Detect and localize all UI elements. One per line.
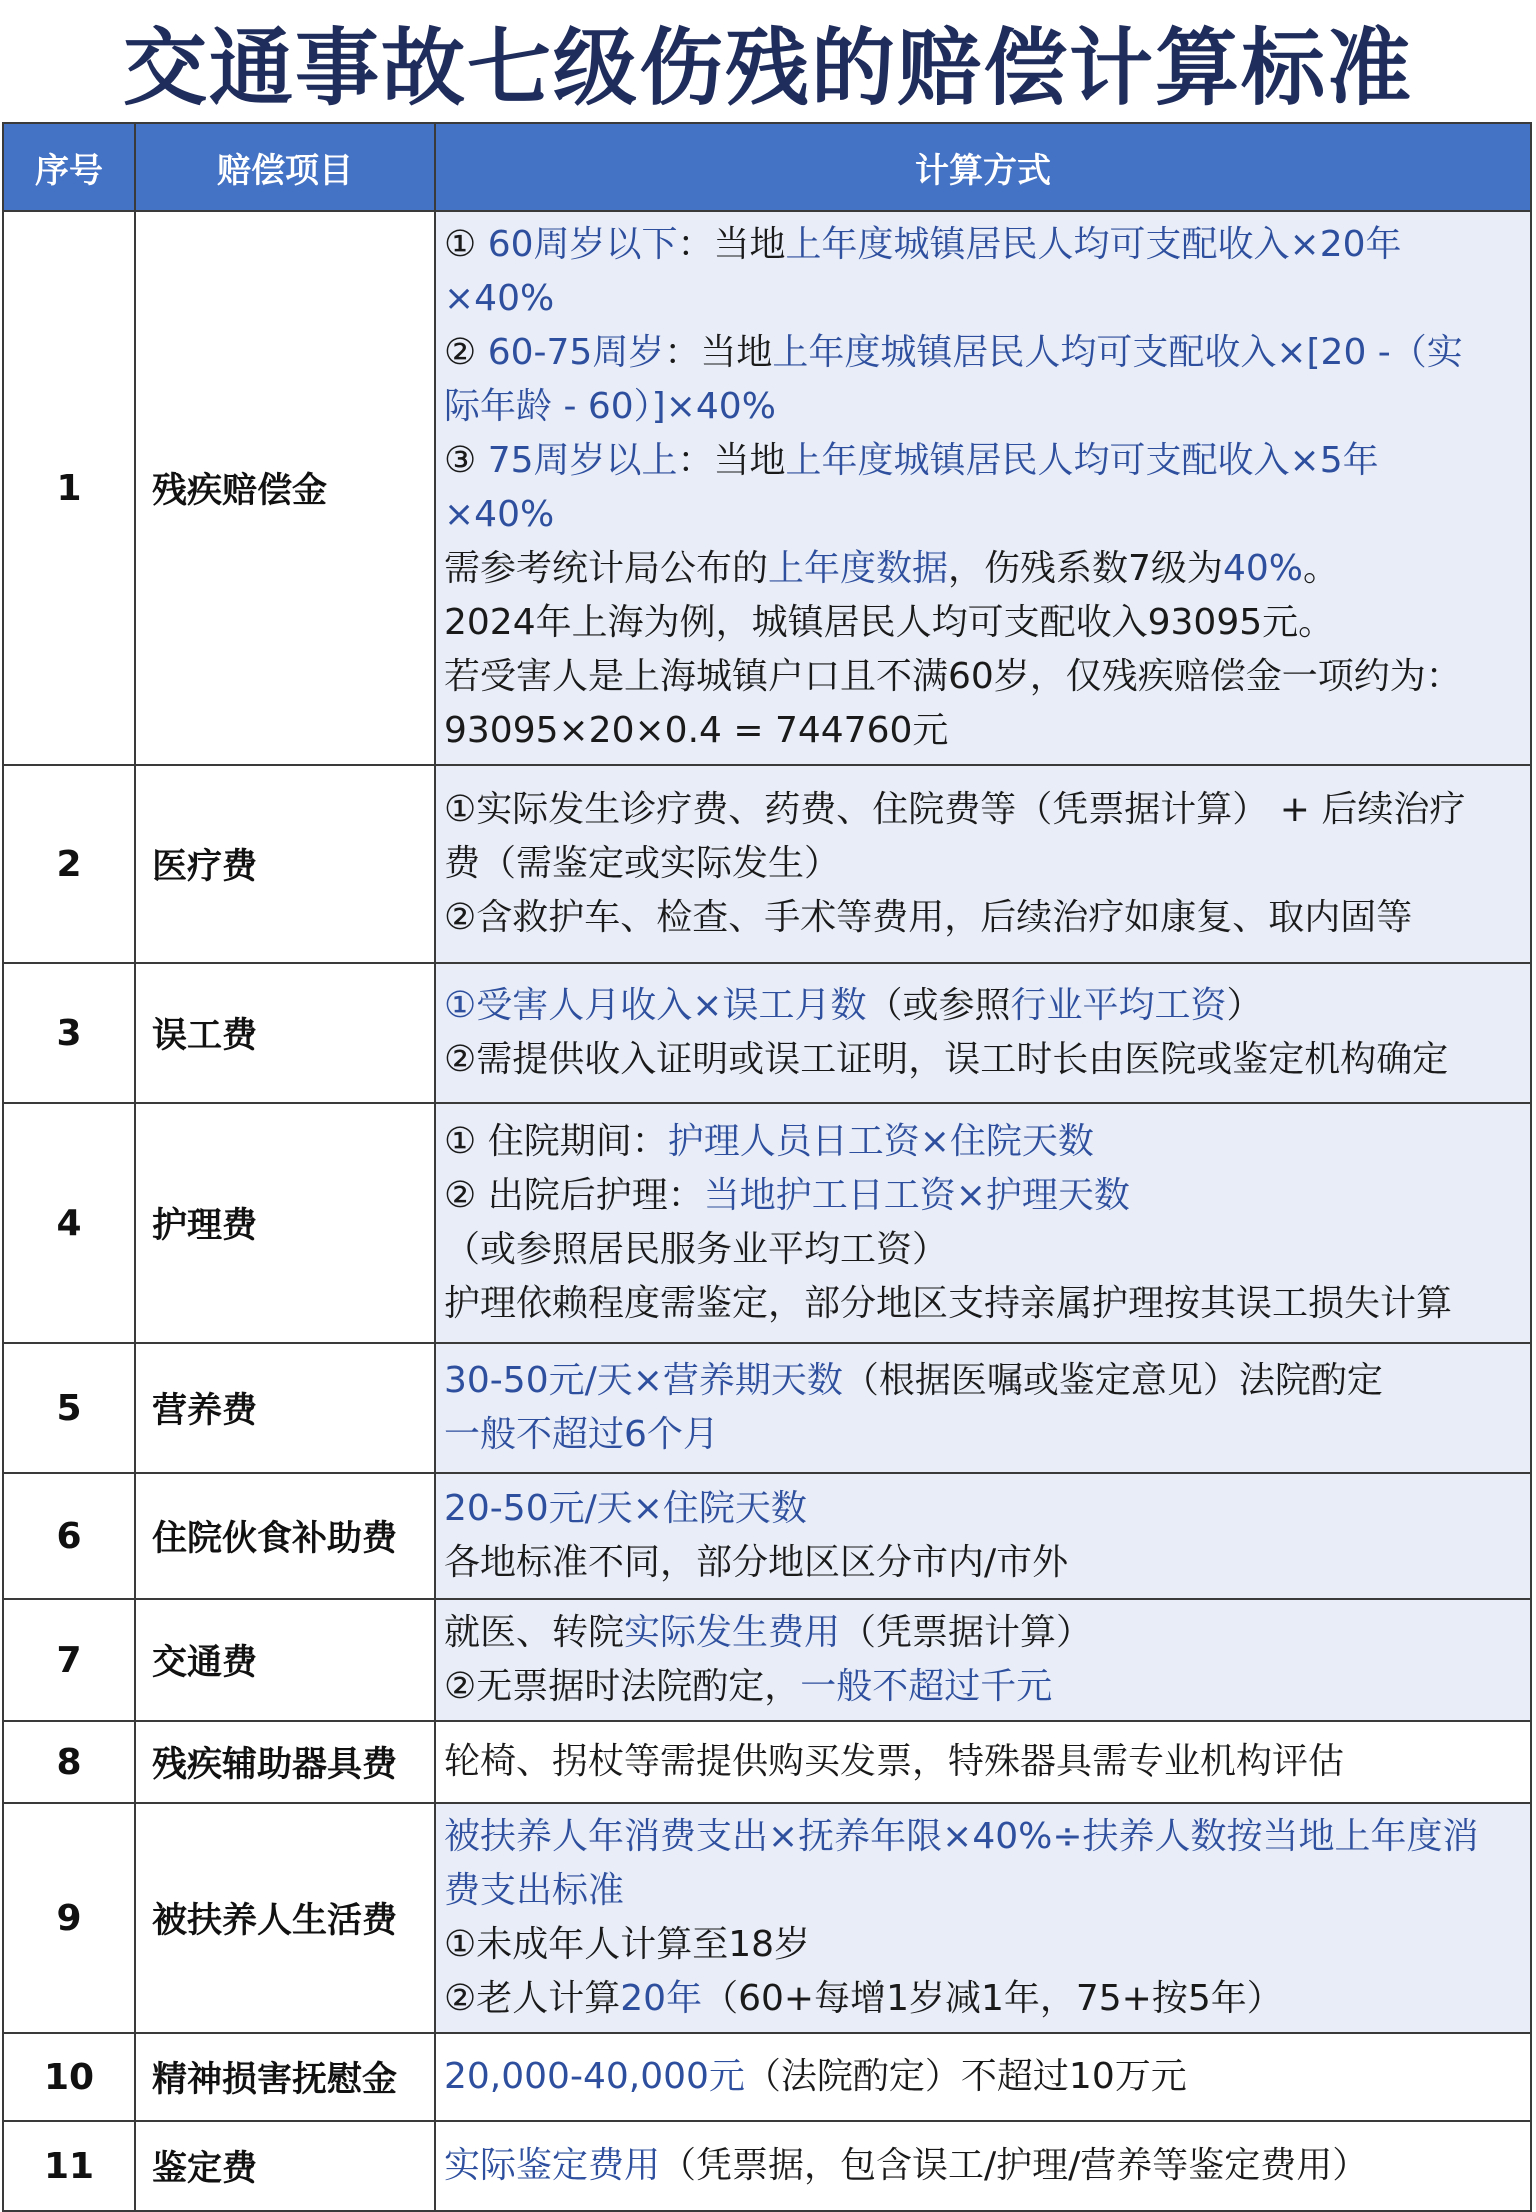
calculation-line (444, 1606, 1520, 1660)
calculation-line (444, 488, 1520, 542)
calculation-line (444, 891, 1520, 945)
calculation-method (435, 1721, 1531, 1803)
page-title: 交通事故七级伤残的赔偿计算标准 (122, 18, 1413, 117)
text-segment: 20,000-40,000元 (444, 2056, 745, 2097)
calculation-line (444, 1536, 1520, 1590)
table-row (3, 963, 1531, 1103)
calculation-line (444, 1223, 1520, 1277)
text-segment: 就医、转院 (444, 1612, 625, 1653)
text-segment: 40% (1222, 548, 1303, 589)
text-segment: 被扶养人年消费支出×抚养年限×40%÷扶养人数按当地上年度消 (444, 1816, 1479, 1857)
row-number: 8 (3, 1721, 135, 1803)
text-segment: ① 住院期间： (444, 1121, 668, 1162)
compensation-item: 精神损害抚慰金 (135, 2033, 435, 2121)
compensation-item: 交通费 (135, 1599, 435, 1721)
text-segment: ×40% (444, 494, 555, 535)
text-segment: 行业平均工资 (1010, 985, 1227, 1026)
text-segment: 护理依赖程度需鉴定，部分地区支持亲属护理按其误工损失计算 (444, 1283, 1453, 1324)
compensation-item: 残疾辅助器具费 (135, 1721, 435, 1803)
calculation-line (444, 783, 1520, 837)
calculation-line (444, 1354, 1520, 1408)
text-segment: 际年龄 - 60）]×40% (444, 386, 776, 427)
row-number: 5 (3, 1343, 135, 1473)
calculation-line (444, 1972, 1520, 2026)
calculation-line (444, 1408, 1520, 1462)
calculation-line (444, 979, 1520, 1033)
calculation-line (444, 2139, 1520, 2193)
text-segment: 需参考统计局公布的 (444, 548, 769, 589)
row-number: 11 (3, 2121, 135, 2211)
table-row (3, 765, 1531, 963)
table-row (3, 1721, 1531, 1803)
calculation-line (444, 704, 1520, 758)
text-segment: ② 出院后护理： (444, 1175, 704, 1216)
text-segment: 20年 (620, 1978, 703, 2019)
calculation-line (444, 1810, 1520, 1864)
calculation-method (435, 211, 1531, 765)
calculation-method (435, 2121, 1531, 2211)
table-header-row (3, 123, 1531, 211)
compensation-item: 被扶养人生活费 (135, 1803, 435, 2033)
text-segment: 实际发生费用 (624, 1612, 841, 1653)
text-segment: ②老人计算 (444, 1978, 621, 2019)
header-item: 赔偿项目 (135, 123, 435, 211)
text-segment: 各地标准不同，部分地区区分市内/市外 (444, 1542, 1069, 1583)
calculation-line (444, 1918, 1520, 1972)
text-segment: ，伤残系数7级为 (948, 548, 1223, 589)
text-segment: ：当地 (677, 224, 786, 265)
text-segment: 若受害人是上海城镇户口且不满60岁，仅残疾赔偿金一项约为： (444, 656, 1462, 697)
calculation-method (435, 1599, 1531, 1721)
compensation-item: 医疗费 (135, 765, 435, 963)
text-segment: 30-50元/天×营养期天数 (444, 1360, 843, 1401)
calculation-line (444, 326, 1520, 380)
text-segment: 费（需鉴定或实际发生） (444, 843, 841, 884)
text-segment: ③ (444, 440, 488, 481)
text-segment: ①未成年人计算至18岁 (444, 1924, 811, 1965)
table-body (3, 211, 1531, 2211)
text-segment: 60周岁以下 (487, 224, 678, 265)
calculation-method (435, 963, 1531, 1103)
compensation-item: 误工费 (135, 963, 435, 1103)
text-segment: 上年度城镇居民人均可支配收入×[20 -（实 (772, 332, 1463, 373)
calculation-method (435, 1803, 1531, 2033)
compensation-item: 营养费 (135, 1343, 435, 1473)
text-segment: 2024年上海为例，城镇居民人均可支配收入93095元。 (444, 602, 1335, 643)
table-row (3, 211, 1531, 765)
text-segment: ②无票据时法院酌定， (444, 1666, 801, 1707)
compensation-item: 护理费 (135, 1103, 435, 1343)
text-segment: （凭票据计算） (840, 1612, 1093, 1653)
text-segment: 93095×20×0.4 = 744760元 (444, 710, 949, 751)
table-row (3, 1803, 1531, 2033)
calculation-line (444, 596, 1520, 650)
calculation-line (444, 1482, 1520, 1536)
calculation-line (444, 650, 1520, 704)
compensation-item: 住院伙食补助费 (135, 1473, 435, 1599)
calculation-line (444, 1169, 1520, 1223)
calculation-method (435, 2033, 1531, 2121)
text-segment: 。 (1302, 548, 1339, 589)
text-segment: 上年度城镇居民人均可支配收入×20年 (785, 224, 1402, 265)
text-segment: 一般不超过6个月 (444, 1414, 719, 1455)
text-segment: （60+每增1岁减1年，75+按5年） (702, 1978, 1283, 2019)
calculation-method (435, 765, 1531, 963)
calculation-method (435, 1103, 1531, 1343)
text-segment: 费支出标准 (444, 1870, 625, 1911)
calculation-method (435, 1343, 1531, 1473)
text-segment: 一般不超过千元 (800, 1666, 1053, 1707)
row-number: 10 (3, 2033, 135, 2121)
calculation-line (444, 1277, 1520, 1331)
table-row (3, 1343, 1531, 1473)
row-number: 9 (3, 1803, 135, 2033)
compensation-table (2, 122, 1532, 2212)
calculation-line (444, 1660, 1520, 1714)
calculation-line (444, 218, 1520, 272)
text-segment: ：当地 (664, 332, 773, 373)
text-segment: 护理人员日工资×住院天数 (667, 1121, 1094, 1162)
text-segment: 20-50元/天×住院天数 (444, 1488, 807, 1529)
text-segment: （或参照 (866, 985, 1011, 1026)
row-number: 6 (3, 1473, 135, 1599)
text-segment: 上年度城镇居民人均可支配收入×5年 (785, 440, 1379, 481)
table-row (3, 1599, 1531, 1721)
text-segment: 实际鉴定费用 (444, 2145, 661, 2186)
table-row (3, 2033, 1531, 2121)
text-segment: 75周岁以上 (487, 440, 678, 481)
text-segment: 上年度数据 (768, 548, 949, 589)
compensation-item: 鉴定费 (135, 2121, 435, 2211)
text-segment: （凭票据，包含误工/护理/营养等鉴定费用） (660, 2145, 1369, 2186)
header-index: 序号 (3, 123, 135, 211)
calculation-line (444, 542, 1520, 596)
text-segment: ×40% (444, 278, 555, 319)
table-row (3, 1103, 1531, 1343)
row-number: 7 (3, 1599, 135, 1721)
text-segment: ） (1226, 985, 1263, 1026)
text-segment: （或参照居民服务业平均工资） (444, 1229, 949, 1270)
calculation-line (444, 380, 1520, 434)
text-segment: 60-75周岁 (487, 332, 665, 373)
calculation-line (444, 837, 1520, 891)
calculation-line (444, 434, 1520, 488)
calculation-line (444, 1115, 1520, 1169)
calculation-line (444, 272, 1520, 326)
row-number: 3 (3, 963, 135, 1103)
text-segment: ①受害人月收入×误工月数 (444, 985, 867, 1026)
calculation-line (444, 2050, 1520, 2104)
text-segment: （根据医嘱或鉴定意见）法院酌定 (842, 1360, 1383, 1401)
text-segment: ②含救护车、检查、手术等费用，后续治疗如康复、取内固等 (444, 897, 1413, 938)
text-segment: 当地护工日工资×护理天数 (703, 1175, 1130, 1216)
text-segment: ：当地 (677, 440, 786, 481)
text-segment: ② (444, 332, 488, 373)
calculation-line (444, 1864, 1520, 1918)
text-segment: ②需提供收入证明或误工证明，误工时长由医院或鉴定机构确定 (444, 1039, 1449, 1080)
row-number: 2 (3, 765, 135, 963)
calculation-line (444, 1735, 1520, 1789)
header-method: 计算方式 (435, 123, 1531, 211)
text-segment: （法院酌定）不超过10万元 (744, 2056, 1187, 2097)
table-row (3, 1473, 1531, 1599)
text-segment: ① (444, 224, 488, 265)
text-segment: ①实际发生诊疗费、药费、住院费等（凭票据计算） + 后续治疗 (444, 789, 1466, 830)
compensation-item: 残疾赔偿金 (135, 211, 435, 765)
text-segment: 轮椅、拐杖等需提供购买发票，特殊器具需专业机构评估 (444, 1741, 1345, 1782)
calculation-line (444, 1033, 1520, 1087)
row-number: 4 (3, 1103, 135, 1343)
table-row (3, 2121, 1531, 2211)
row-number: 1 (3, 211, 135, 765)
calculation-method (435, 1473, 1531, 1599)
